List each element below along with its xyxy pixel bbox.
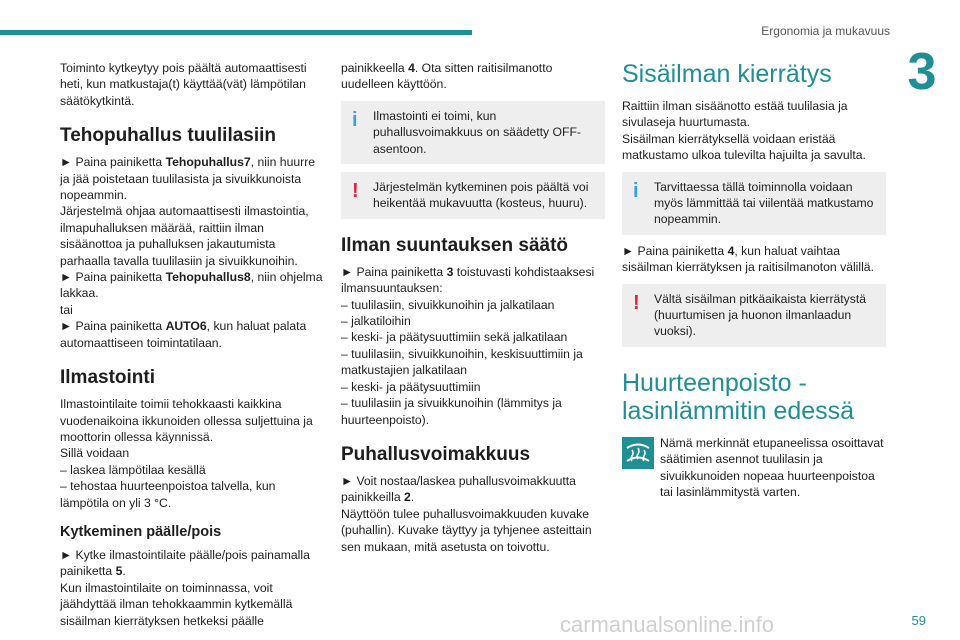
- list-item: – tehostaa huurteenpoistoa talvella, kun lämpötila on yli 3 °C.: [60, 479, 276, 510]
- body-paragraph: Nämä merkinnät etupaneelissa osoittavat säätimien asennot tuulilasin ja sivuikkunoiden nopeaa huurteenpoistoa tai lasinlämmitystä varten.: [660, 435, 884, 500]
- list-item: – laskea lämpötilaa kesällä: [60, 462, 206, 477]
- instruction-paragraph: ► Paina painiketta 3 toistuvasti kohdistaaksesi ilmansuuntauksen:: [341, 264, 595, 296]
- list-item: – tuulilasiin, sivuikkunoihin ja jalkatilaan: [341, 297, 555, 312]
- heading-sisailman-kierratys: Sisäilman kierrätys: [622, 60, 832, 88]
- heading-ilmastointi: Ilmastointi: [60, 367, 156, 389]
- note-text: Järjestelmän kytkeminen pois päältä voi heikentää mukavuutta (kosteus, huuru).: [373, 180, 589, 211]
- body-paragraph: Ilmastointilaite toimii tehokkaasti kaikkina vuodenaikoina ikkunoiden ollessa suljettuina ja moottorin ollessa käynnissä.: [60, 397, 313, 444]
- info-note: [622, 172, 886, 235]
- body-paragraph: Kun ilmastointilaite on toiminnassa, voit jäähdyttää ilman tehokkaammin kytkemällä sisäilman kierrätyksen hetkeksi päälle: [60, 580, 293, 628]
- list-item: – keski- ja päätysuuttimiin: [341, 379, 481, 394]
- windscreen-defrost-icon: [622, 437, 654, 469]
- defrost-description: [622, 435, 886, 501]
- warning-note: [622, 284, 886, 347]
- instruction-paragraph: ► Paina painiketta Tehopuhallus7, niin huurre ja jää poistetaan tuulilasista ja sivuikkunoista nopeammin.: [60, 155, 316, 203]
- body-paragraph: Sisäilman kierrätyksellä voidaan eristää matkustamo ulkoa tulevilta hajuilta ja savulta.: [622, 131, 866, 163]
- body-paragraph: Järjestelmä ohjaa automaattisesti ilmastointia, ilmapuhalluksen määrää, raittiin ilman sisäänottoa ja puhalluksen jakautumista parhaalla tavalla tuulilasiin ja sivuikkunoihin.: [60, 204, 309, 268]
- instruction-paragraph: ► Voit nostaa/laskea puhallusvoimakkuutta painikkeilla 2.: [341, 473, 576, 505]
- body-paragraph: Raittiin ilman sisäänotto estää tuulilasia ja sivulaseja huurtumasta.: [622, 99, 848, 130]
- watermark-url: carmanualsonline.info: [560, 612, 775, 637]
- column-3: [622, 60, 886, 501]
- column-2: [341, 60, 605, 555]
- heading-tehopuhallus: Tehopuhallus tuulilasiin: [60, 125, 277, 147]
- column-1: [60, 60, 324, 629]
- chapter-number: 3: [907, 43, 937, 101]
- list-item: – keski- ja päätysuuttimiin sekä jalkatilaan: [341, 330, 568, 345]
- note-text: Ilmastointi ei toimi, kun puhallusvoimakkuus on säädetty OFF-asentoon.: [373, 108, 581, 156]
- note-text: Vältä sisäilman pitkäaikaista kierrätystä (huurtumisen ja huonon ilmanlaadun vuoksi).: [654, 291, 867, 339]
- warning-note: [341, 172, 605, 219]
- heading-ilman-suuntaus: Ilman suuntauksen säätö: [341, 234, 569, 256]
- list-item: – tuulilasiin, sivuikkunoihin, keskisuuttimiin ja matkustajien jalkatilaan: [341, 346, 583, 378]
- body-paragraph: Sillä voidaan: [60, 446, 130, 461]
- list-item: – jalkatiloihin: [341, 314, 411, 329]
- chapter-title: Ergonomia ja mukavuus: [761, 24, 890, 38]
- instruction-paragraph: ► Kytke ilmastointilaite päälle/pois painamalla painiketta 5.: [60, 547, 310, 579]
- warning-icon: !: [352, 180, 359, 203]
- info-icon: i: [352, 108, 358, 131]
- heading-puhallusvoimakkuus: Puhallusvoimakkuus: [341, 443, 531, 465]
- info-note: [341, 101, 605, 164]
- header-accent-bar: [0, 30, 472, 35]
- body-paragraph: Näyttöön tulee puhallusvoimakkuuden kuvake (puhallin). Kuvake täyttyy ja tyhjenee asteittain sen mukaan, mitä asetusta on toivottu.: [341, 506, 592, 554]
- heading-kytkeminen: Kytkeminen päälle/pois: [60, 523, 222, 540]
- heading-huurteenpoisto: Huurteenpoisto - lasinlämmitin edessä: [622, 368, 855, 425]
- body-paragraph: painikkeella 4. Ota sitten raitisilmanotto uudelleen käyttöön.: [341, 61, 553, 92]
- intro-paragraph: Toiminto kytkeytyy pois päältä automaattisesti heti, kun matkustaja(t) käyttää(vät) lämpötilan säätökytkintä.: [60, 61, 307, 108]
- instruction-paragraph: ► Paina painiketta AUTO6, kun haluat palata automaattiseen toimintatilaan.: [60, 319, 307, 350]
- instruction-paragraph: ► Paina painiketta 4, kun haluat vaihtaa sisäilman kierrätyksen ja raitisilmanoton välillä.: [622, 243, 874, 275]
- list-item: – tuulilasiin ja sivuikkunoihin (lämmitys ja huurteenpoisto).: [341, 396, 562, 427]
- warning-icon: !: [633, 291, 640, 314]
- body-paragraph: tai: [60, 302, 73, 317]
- page-number: 59: [911, 613, 926, 628]
- note-text: Tarvittaessa tällä toiminnolla voidaan myös lämmittää tai viilentää matkustamo nopeammin.: [654, 179, 874, 227]
- instruction-paragraph: ► Paina painiketta Tehopuhallus8, niin ohjelma lakkaa.: [60, 270, 323, 301]
- info-icon: i: [633, 179, 639, 202]
